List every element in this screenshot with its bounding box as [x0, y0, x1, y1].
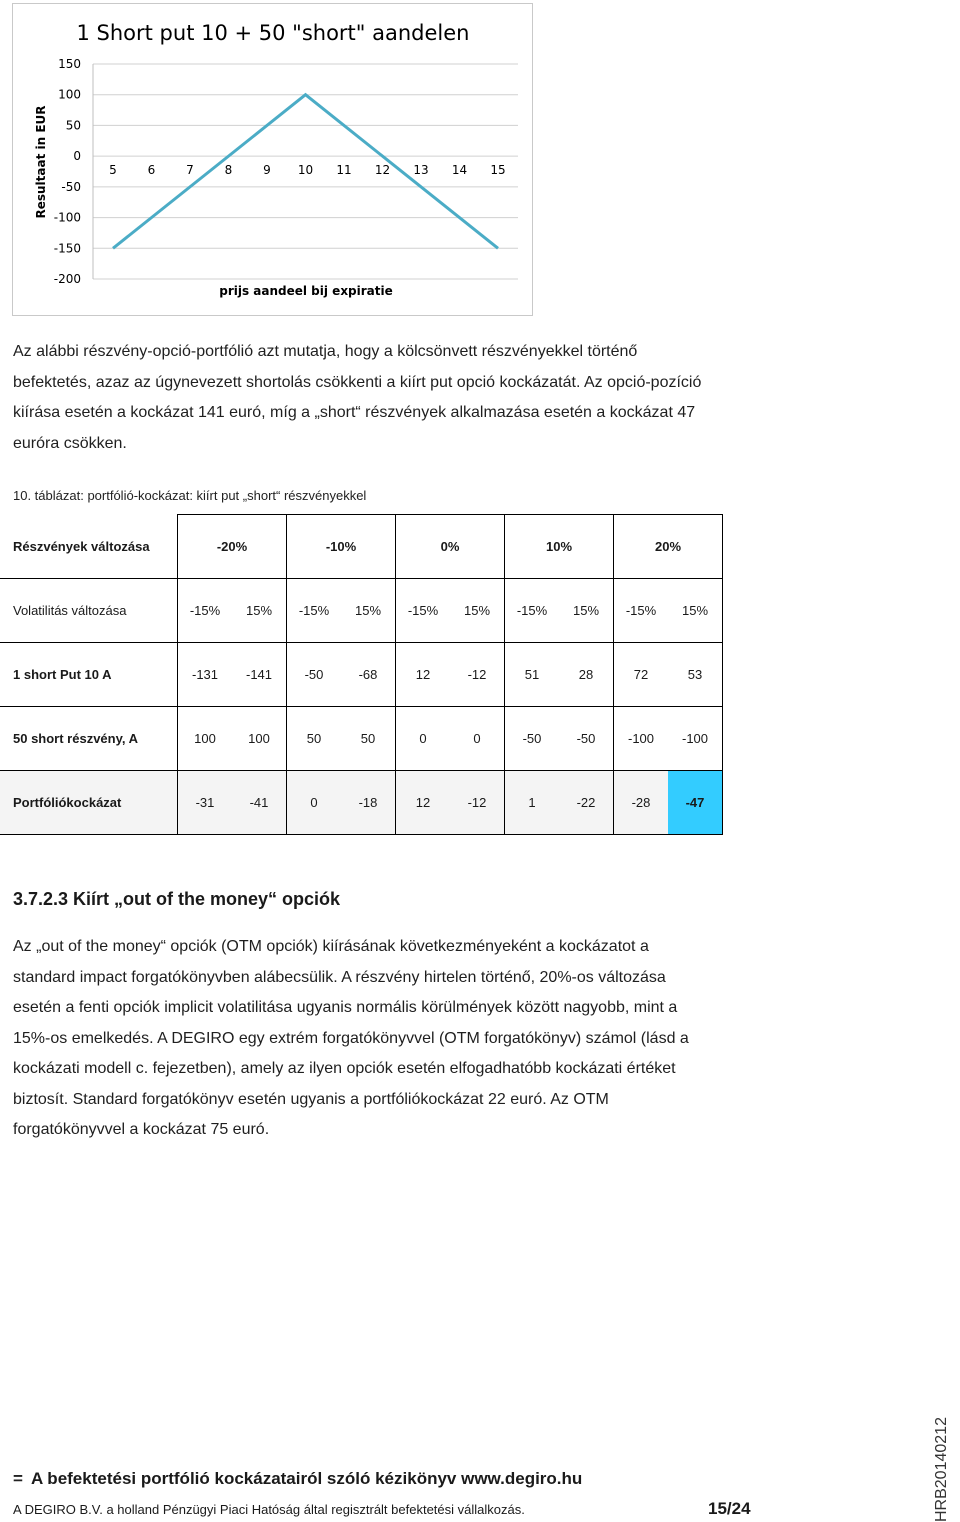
document-code: HRB20140212 — [933, 1417, 950, 1522]
x-tick-label: 10 — [297, 163, 314, 178]
y-tick-label: -100 — [53, 210, 81, 225]
degiro-logo-icon: = — [13, 1469, 23, 1488]
x-tick-label: 7 — [186, 163, 194, 178]
payoff-chart — [12, 3, 533, 316]
table-row-label: Portfóliókockázat — [0, 771, 178, 835]
x-axis-label: prijs aandeel bij expiratie — [219, 284, 393, 298]
table-cell: 72 — [614, 643, 669, 707]
table-row-label: 1 short Put 10 A — [0, 643, 178, 707]
table-cell: -41 — [232, 771, 287, 835]
table-row-label: 50 short részvény, A — [0, 707, 178, 771]
table-cell: -31 — [178, 771, 233, 835]
table-cell: 0 — [287, 771, 342, 835]
paragraph-line: 15%-os emelkedés. A DEGIRO egy extrém forgatókönyvvel (OTM forgatókönyv) számol (lásd a — [13, 1029, 689, 1047]
table-cell: 0 — [396, 707, 451, 771]
intro-paragraph — [13, 337, 701, 459]
section-heading: 3.7.2.3 Kiírt „out of the money“ opciók — [13, 889, 341, 909]
x-tick-label: 8 — [224, 163, 233, 178]
table-cell: 51 — [505, 643, 560, 707]
table-cell: -50 — [505, 707, 560, 771]
table-header-cell: 0% — [396, 515, 505, 579]
table-header-cell: 10% — [505, 515, 614, 579]
paragraph-line: kiírása esetén a kockázat 141 euró, míg a „short“ részvények alkalmazása esetén a kockázat 47 — [13, 404, 696, 421]
portfolio-risk-table — [0, 514, 723, 835]
table-cell: -50 — [559, 707, 614, 771]
table-cell: -15% — [287, 579, 342, 643]
paragraph-line: Az „out of the money“ opciók (OTM opciók) kiírásának következményeként a kockázatot a — [13, 938, 649, 955]
footer-legal-text: A DEGIRO B.V. a holland Pénzügyi Piaci Hatóság által regisztrált befektetési vállalkozás. — [13, 1502, 525, 1517]
table-cell: -15% — [505, 579, 560, 643]
table-cell: -131 — [178, 643, 233, 707]
payoff-chart-svg — [13, 4, 534, 317]
table-cell: 50 — [287, 707, 342, 771]
paragraph-line: esetén a fenti opciók implicit volatilitása ugyanis normális körülmények között nagyobb, mint a — [13, 999, 678, 1016]
table-cell: -141 — [232, 643, 287, 707]
y-tick-label: 150 — [58, 57, 81, 71]
y-tick-label: -200 — [53, 272, 81, 286]
table-cell: -15% — [178, 579, 233, 643]
paragraph-line: euróra csökken. — [13, 434, 127, 452]
paragraph-line: Az alábbi részvény-opció-portfólió azt mutatja, hogy a kölcsönvett részvényekkel történő — [13, 343, 638, 360]
table-cell: 12 — [396, 771, 451, 835]
table-cell: 100 — [232, 707, 287, 771]
y-tick-label: -150 — [53, 241, 81, 256]
paragraph-line: standard impact forgatókönyvben alábecsülik. A részvény hirtelen történő, 20%-os változása — [13, 968, 666, 986]
table-cell: -18 — [341, 771, 396, 835]
table-cell: -12 — [450, 643, 505, 707]
table-cell: -68 — [341, 643, 396, 707]
highlighted-risk-cell: -47 — [668, 771, 723, 835]
y-tick-label: 100 — [58, 87, 81, 102]
table-cell: 12 — [396, 643, 451, 707]
table-cell: 100 — [178, 707, 233, 771]
table-cell: 53 — [668, 643, 723, 707]
x-tick-label: 14 — [451, 163, 468, 178]
table-cell: 28 — [559, 643, 614, 707]
table-cell: 15% — [450, 579, 505, 643]
table-row-label: Volatilitás változása — [0, 579, 178, 643]
table-header-cell: 20% — [614, 515, 723, 579]
paragraph-line: befektetés, azaz az úgynevezett shortolás csökkenti a kiírt put opció kockázatát. Az opció-pozíció — [13, 373, 702, 391]
table-cell: 50 — [341, 707, 396, 771]
y-axis-label: Resultaat in EUR — [34, 105, 48, 219]
paragraph-line: kockázati modell c. fejezetben), amely az ilyen opciók esetén elfogadhatóbb kockázati értéket — [13, 1060, 676, 1077]
table-header-cell: -10% — [287, 515, 396, 579]
table-header-label: Részvények változása — [0, 515, 178, 579]
y-tick-label: 0 — [73, 149, 81, 164]
x-tick-label: 12 — [374, 163, 391, 178]
table-cell: -15% — [614, 579, 669, 643]
table-cell: -50 — [287, 643, 342, 707]
otm-paragraph — [13, 932, 689, 1146]
table-cell: 0 — [450, 707, 505, 771]
table-cell: 15% — [232, 579, 287, 643]
table-caption: 10. táblázat: portfólió-kockázat: kiírt put „short“ részvényekkel — [13, 488, 367, 503]
x-tick-label: 13 — [413, 163, 429, 178]
table-cell: 1 — [505, 771, 560, 835]
x-tick-label: 6 — [147, 163, 156, 178]
x-tick-label: 15 — [490, 163, 506, 178]
x-tick-label: 11 — [336, 163, 352, 178]
table-cell: -100 — [668, 707, 723, 771]
table-cell: -15% — [396, 579, 451, 643]
y-tick-label: -50 — [61, 179, 81, 194]
table-cell: 15% — [559, 579, 614, 643]
table-cell: -28 — [614, 771, 669, 835]
table-header-cell: -20% — [178, 515, 287, 579]
paragraph-line: forgatókönyvvel a kockázat 75 euró. — [13, 1121, 270, 1138]
paragraph-line: biztosít. Standard forgatókönyv esetén ugyanis a portfóliókockázat 22 euró. Az OTM — [13, 1090, 609, 1108]
table-cell: -22 — [559, 771, 614, 835]
table-cell: 15% — [668, 579, 723, 643]
page-number: 15/24 — [708, 1499, 751, 1518]
y-tick-label: 50 — [65, 118, 81, 133]
table-cell: -12 — [450, 771, 505, 835]
footer-title-text: A befektetési portfólió kockázatairól szóló kézikönyv www.degiro.hu — [30, 1469, 583, 1488]
table-cell: -100 — [614, 707, 669, 771]
chart-title: 1 Short put 10 + 50 "short" aandelen — [76, 21, 470, 45]
footer-title — [13, 1469, 582, 1489]
x-tick-label: 9 — [263, 163, 271, 178]
x-tick-label: 5 — [109, 163, 117, 178]
table-cell: 15% — [341, 579, 396, 643]
